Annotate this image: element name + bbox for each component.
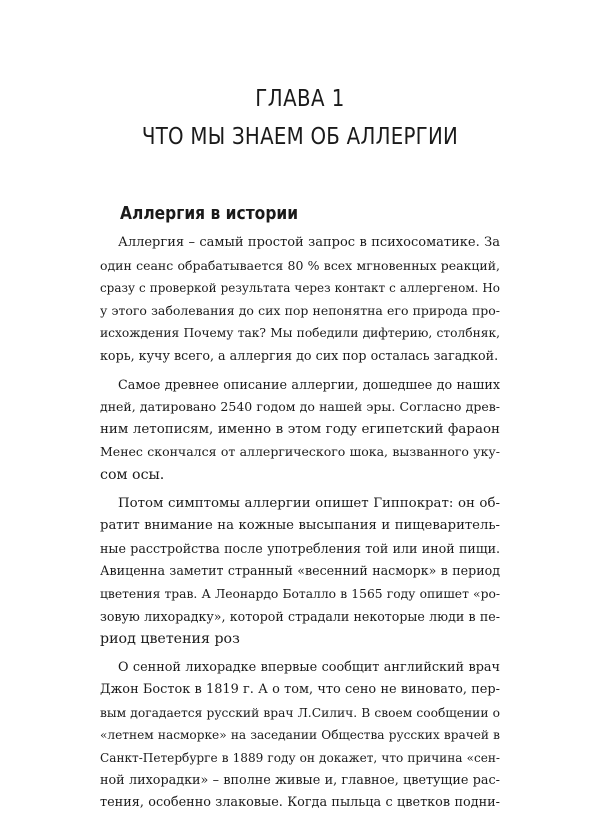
body-text (100, 232, 500, 821)
section-heading: Аллергия в истории (120, 203, 299, 224)
text-line: зовую лихорадку», которой страдали некоторые люди в пе- (100, 608, 500, 624)
text-line: Аллергия – самый простой запрос в психосоматике. За (118, 235, 500, 250)
text-line: один сеанс обрабатывается 80 % всех мгновенных реакций, (100, 257, 500, 273)
text-line: корь, кучу всего, а аллергия до сих пор осталась загадкой. (100, 347, 499, 363)
text-line: Менес скончался от аллергического шока, вызванного уку- (100, 444, 500, 460)
text-line: дней, датировано 2540 годом до нашей эры. Согласно древ- (100, 399, 500, 415)
text-line: ратит внимание на кожные высыпания и пищеваритель- (100, 518, 500, 534)
text-line: у этого заболевания до сих пор непонятна его природа про- (100, 302, 500, 318)
text-line: «летнем насморке» на заседании Общества русских врачей в (100, 728, 500, 743)
text-line: Авиценна заметит странный «весенний насморк» в период (100, 563, 500, 579)
text-line: вым догадается русский врач Л.Силич. В своем сообщении о (100, 705, 500, 720)
text-line: Потом симптомы аллергии опишет Гиппократ: он об- (118, 495, 500, 511)
text-line: тения, особенно злаковые. Когда пыльца с цветков подни- (100, 795, 500, 811)
text-line: ной лихорадки» – вполне живые и, главное, цветущие рас- (100, 772, 500, 788)
text-line: Самое древнее описание аллергии, дошедшее до наших (118, 376, 500, 392)
text-line: сом осы. (100, 466, 165, 483)
paragraph (100, 232, 500, 368)
paragraph (100, 493, 500, 651)
text-line: исхождения Почему так? Мы победили дифтерию, столбняк, (100, 326, 500, 341)
text-line: риод цветения роз (100, 631, 240, 648)
text-line: Джон Босток в 1819 г. А о том, что сено не виновато, пер- (100, 682, 500, 698)
text-line: сразу с проверкой результата через контакт с аллергеном. Но (100, 281, 500, 296)
chapter-number: ГЛАВА 1 (255, 86, 345, 112)
text-line: Санкт-Петербурге в 1889 году он докажет, что причина «сен- (100, 751, 500, 766)
text-line: цветения трав. А Леонардо Боталло в 1565 году опишет «ро- (100, 586, 500, 601)
chapter-title: ЧТО МЫ ЗНАЕМ ОБ АЛЛЕРГИИ (141, 124, 459, 150)
paragraph (100, 374, 500, 487)
text-line: ним летописям, именно в этом году египетский фараон (100, 421, 500, 437)
text-line: О сенной лихорадке впервые сообщит английский врач (118, 659, 500, 675)
paragraph (100, 657, 500, 815)
text-line: ные расстройства после употребления той или иной пищи. (100, 540, 500, 556)
